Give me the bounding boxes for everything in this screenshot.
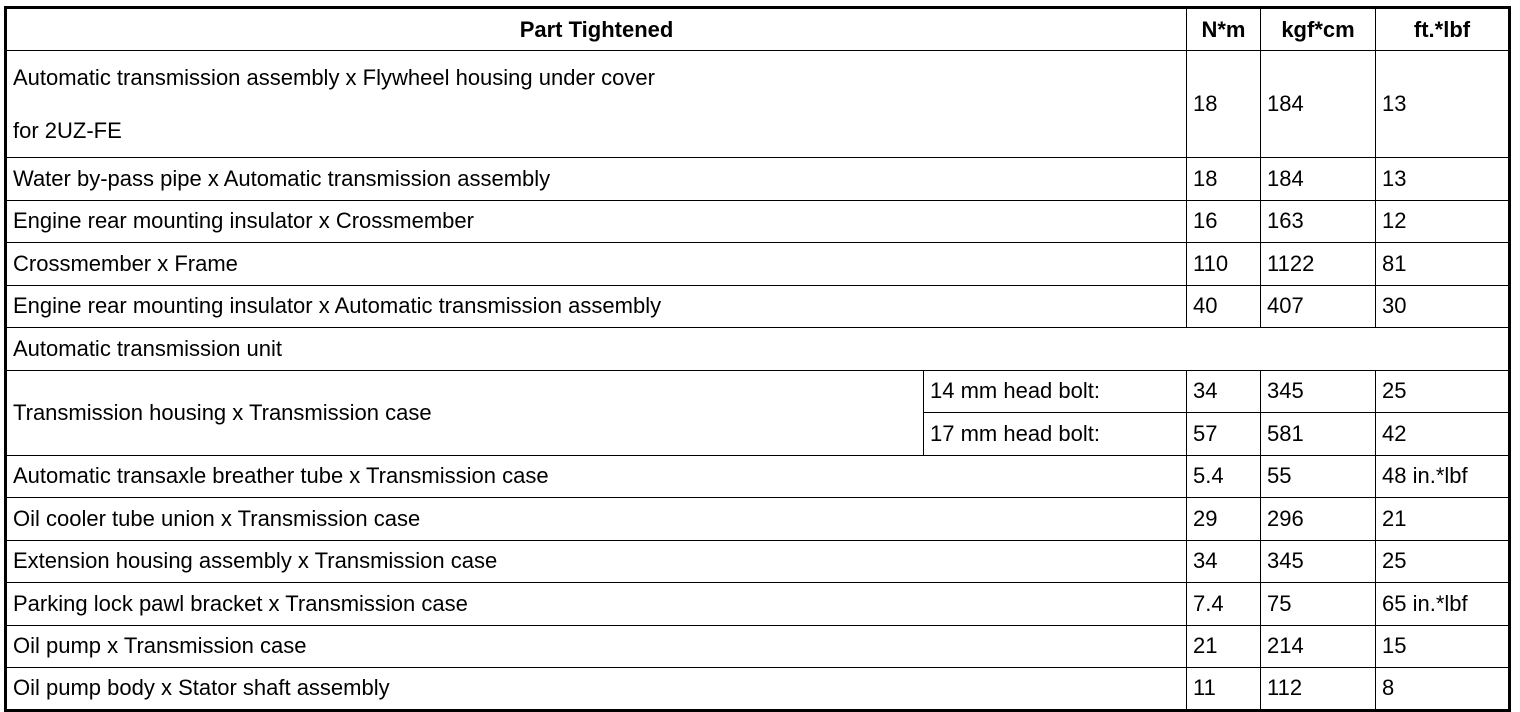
- ftlbf-cell: 30: [1376, 285, 1510, 328]
- kgfcm-cell: 345: [1261, 370, 1376, 413]
- ftlbf-cell: 25: [1376, 370, 1510, 413]
- ftlbf-cell: 12: [1376, 200, 1510, 243]
- kgfcm-cell: 407: [1261, 285, 1376, 328]
- part-cell: Water by-pass pipe x Automatic transmission assembly: [6, 158, 1187, 201]
- header-ftlbf: ft.*lbf: [1376, 8, 1510, 51]
- part-cell: Oil pump x Transmission case: [6, 625, 1187, 668]
- nm-cell: 7.4: [1187, 583, 1261, 626]
- nm-cell: 16: [1187, 200, 1261, 243]
- kgfcm-cell: 112: [1261, 668, 1376, 711]
- nm-cell: 34: [1187, 370, 1261, 413]
- header-nm: N*m: [1187, 8, 1261, 51]
- nm-cell: 5.4: [1187, 455, 1261, 498]
- table-row: [6, 158, 1510, 201]
- header-kgfcm: kgf*cm: [1261, 8, 1376, 51]
- part-cell: [6, 51, 1187, 158]
- part-cell: Automatic transaxle breather tube x Transmission case: [6, 455, 1187, 498]
- section-row: [6, 328, 1510, 371]
- kgfcm-cell: 345: [1261, 540, 1376, 583]
- part-cell: Extension housing assembly x Transmission case: [6, 540, 1187, 583]
- ftlbf-cell: 48 in.*lbf: [1376, 455, 1510, 498]
- ftlbf-cell: 81: [1376, 243, 1510, 286]
- nm-cell: 18: [1187, 51, 1261, 158]
- nm-cell: 11: [1187, 668, 1261, 711]
- table-row: [6, 200, 1510, 243]
- section-heading: Automatic transmission unit: [6, 328, 1510, 371]
- kgfcm-cell: 55: [1261, 455, 1376, 498]
- table-row: [6, 370, 1510, 413]
- table-row: [6, 498, 1510, 541]
- ftlbf-cell: 13: [1376, 158, 1510, 201]
- ftlbf-cell: 25: [1376, 540, 1510, 583]
- nm-cell: 57: [1187, 413, 1261, 456]
- kgfcm-cell: 581: [1261, 413, 1376, 456]
- ftlbf-cell: 21: [1376, 498, 1510, 541]
- table-header-row: [6, 8, 1510, 51]
- table-row: [6, 243, 1510, 286]
- ftlbf-cell: 42: [1376, 413, 1510, 456]
- sub-label-cell: 14 mm head bolt:: [924, 370, 1187, 413]
- table-row: [6, 455, 1510, 498]
- kgfcm-cell: 184: [1261, 51, 1376, 158]
- nm-cell: 21: [1187, 625, 1261, 668]
- nm-cell: 40: [1187, 285, 1261, 328]
- nm-cell: 110: [1187, 243, 1261, 286]
- table-row: [6, 51, 1510, 158]
- part-cell: Transmission housing x Transmission case: [6, 370, 924, 455]
- ftlbf-cell: 65 in.*lbf: [1376, 583, 1510, 626]
- kgfcm-cell: 1122: [1261, 243, 1376, 286]
- kgfcm-cell: 163: [1261, 200, 1376, 243]
- nm-cell: 29: [1187, 498, 1261, 541]
- kgfcm-cell: 296: [1261, 498, 1376, 541]
- part-cell: Parking lock pawl bracket x Transmission case: [6, 583, 1187, 626]
- table-row: [6, 583, 1510, 626]
- table-row: [6, 625, 1510, 668]
- part-cell: Crossmember x Frame: [6, 243, 1187, 286]
- table-row: [6, 540, 1510, 583]
- kgfcm-cell: 75: [1261, 583, 1376, 626]
- part-cell: Oil pump body x Stator shaft assembly: [6, 668, 1187, 711]
- torque-spec-table: [4, 6, 1511, 712]
- part-cell: Engine rear mounting insulator x Automatic transmission assembly: [6, 285, 1187, 328]
- sub-label-cell: 17 mm head bolt:: [924, 413, 1187, 456]
- header-part-tightened: Part Tightened: [6, 8, 1187, 51]
- ftlbf-cell: 13: [1376, 51, 1510, 158]
- nm-cell: 18: [1187, 158, 1261, 201]
- ftlbf-cell: 15: [1376, 625, 1510, 668]
- part-cell: Engine rear mounting insulator x Crossmember: [6, 200, 1187, 243]
- kgfcm-cell: 214: [1261, 625, 1376, 668]
- part-line-2: for 2UZ-FE: [13, 118, 122, 143]
- part-cell: Oil cooler tube union x Transmission case: [6, 498, 1187, 541]
- ftlbf-cell: 8: [1376, 668, 1510, 711]
- nm-cell: 34: [1187, 540, 1261, 583]
- part-line-1: Automatic transmission assembly x Flywheel housing under cover: [13, 65, 655, 90]
- kgfcm-cell: 184: [1261, 158, 1376, 201]
- table-row: [6, 285, 1510, 328]
